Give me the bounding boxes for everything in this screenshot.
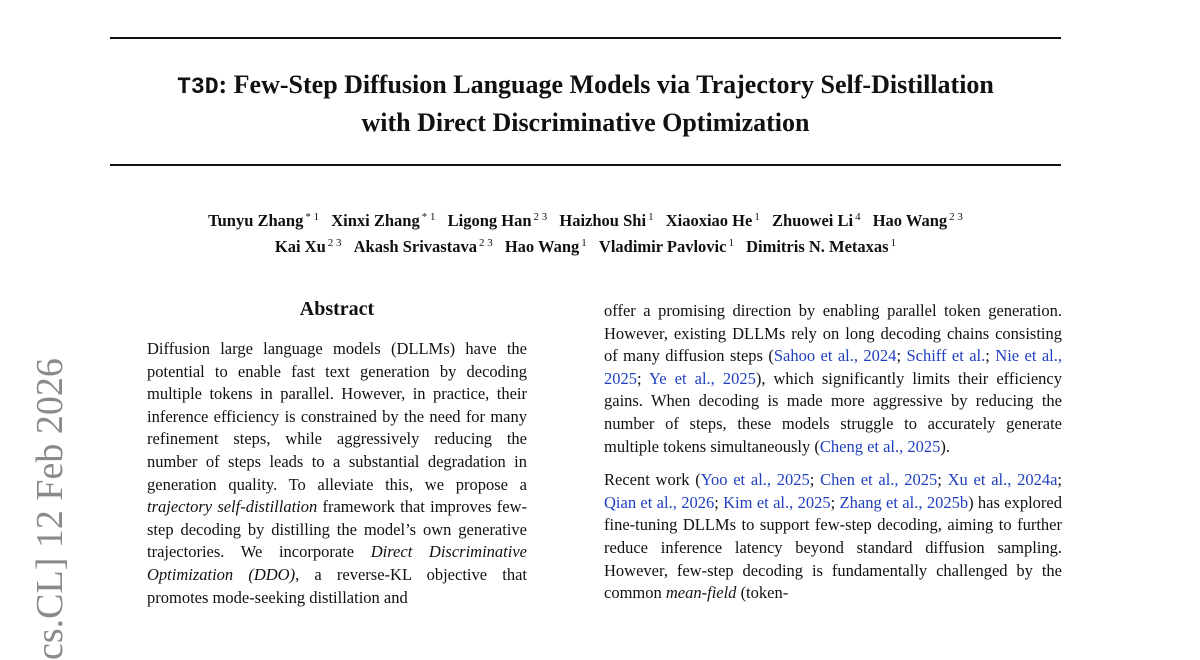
emphasis: trajectory self-distillation <box>147 497 318 517</box>
emphasis: Direct Discriminative Optimization (DDO) <box>147 542 527 584</box>
author: Hao Wang $^{2 3}$ <box>872 211 963 230</box>
citation-link[interactable]: Kim et al., 2025 <box>723 492 831 512</box>
title-rule-top <box>110 37 1061 39</box>
abstract-paragraph: Diffusion large language models (DLLMs) have the potential to enable fast text generation by decoding multiple tokens in parallel. However, in practice, their inference efficiency is constrained by the need for many refinement steps, while aggressively reducing the number of steps leads to a substantial degradation in generation quality. To alleviate this, we propose a trajectory self-distillation framework that improves few-step decoding by distilling the model’s own generative trajectories. We incorporate Direct Discriminative Optimization (DDO), a reverse-KL objective that promotes mode-seeking distillation and <box>147 339 527 607</box>
title-code: T3D <box>177 74 219 100</box>
citation-link[interactable]: Qian et al., 2026 <box>604 492 715 512</box>
author: Kai Xu $^{2 3}$ <box>274 237 342 256</box>
author: Tunyu Zhang $^{* 1}$ <box>208 211 320 230</box>
author: Akash Srivastava $^{2 3}$ <box>353 237 493 256</box>
title-line-1-text: : Few-Step Diffusion Language Models via Trajectory Self-Distillation <box>218 70 994 99</box>
abstract-heading: Abstract <box>299 298 375 320</box>
citation-link[interactable]: Sahoo et al., 2024 <box>773 346 897 366</box>
citation-link[interactable]: Cheng et al., 2025 <box>819 436 941 456</box>
abstract-body <box>147 338 527 620</box>
author: Xinxi Zhang $^{* 1}$ <box>331 211 436 230</box>
paper-title <box>110 67 1061 141</box>
citation-link[interactable]: Schiff et al. <box>906 346 986 366</box>
intro-paragraph-1: offer a promising direction by enabling parallel token generation. However, existing DLLMs rely on long decoding chains consisting of many diffusion steps (Sahoo et al., 2024; Schiff et al.; Nie et al., 2025; Ye et al., 2025), which significantly limits their efficiency gains. When decoding is made more aggressive by reducing the number of steps, these models struggle to accurately generate multiple tokens simultaneously (Cheng et al., 2025). <box>604 301 1063 456</box>
intro-body <box>604 300 1062 616</box>
emphasis: mean-field <box>665 583 737 603</box>
citation-link[interactable]: Ye et al., 2025 <box>649 368 756 388</box>
author: Haizhou Shi $^1$ <box>559 211 654 230</box>
citation-link[interactable]: Xu et al., 2024a <box>947 470 1058 490</box>
author: Hao Wang $^1$ <box>504 237 587 256</box>
citation-link[interactable]: Zhang et al., 2025b <box>839 492 969 512</box>
author: Dimitris N. Metaxas $^1$ <box>746 237 897 256</box>
author: Zhuowei Li $^4$ <box>771 211 861 230</box>
author: Vladimir Pavlovic $^1$ <box>598 237 734 256</box>
title-rule-bottom <box>110 164 1061 166</box>
title-line-1 <box>110 67 1061 105</box>
title-line-2: with Direct Discriminative Optimization <box>361 108 810 137</box>
author: Ligong Han $^{2 3}$ <box>447 211 548 230</box>
citation-link[interactable]: Yoo et al., 2025 <box>700 470 810 490</box>
arxiv-stamp: cs.CL] 12 Feb 2026 <box>29 358 71 660</box>
citation-link[interactable]: Nie et al., 2025 <box>604 346 1063 388</box>
intro-paragraph-2: Recent work (Yoo et al., 2025; Chen et al., 2025; Xu et al., 2024a; Qian et al., 2026; Kim et al., 2025; Zhang et al., 2025b) has explored fine-tuning DLLMs to support few-step decoding, aiming to further reduce inference latency beyond standard diffusion sampling. However, few-step decoding is fundamentally challenged by the common mean-field (token- <box>604 470 1063 603</box>
author: Xiaoxiao He $^1$ <box>665 211 760 230</box>
author-list <box>110 206 1061 258</box>
citation-link[interactable]: Chen et al., 2025 <box>820 470 938 490</box>
